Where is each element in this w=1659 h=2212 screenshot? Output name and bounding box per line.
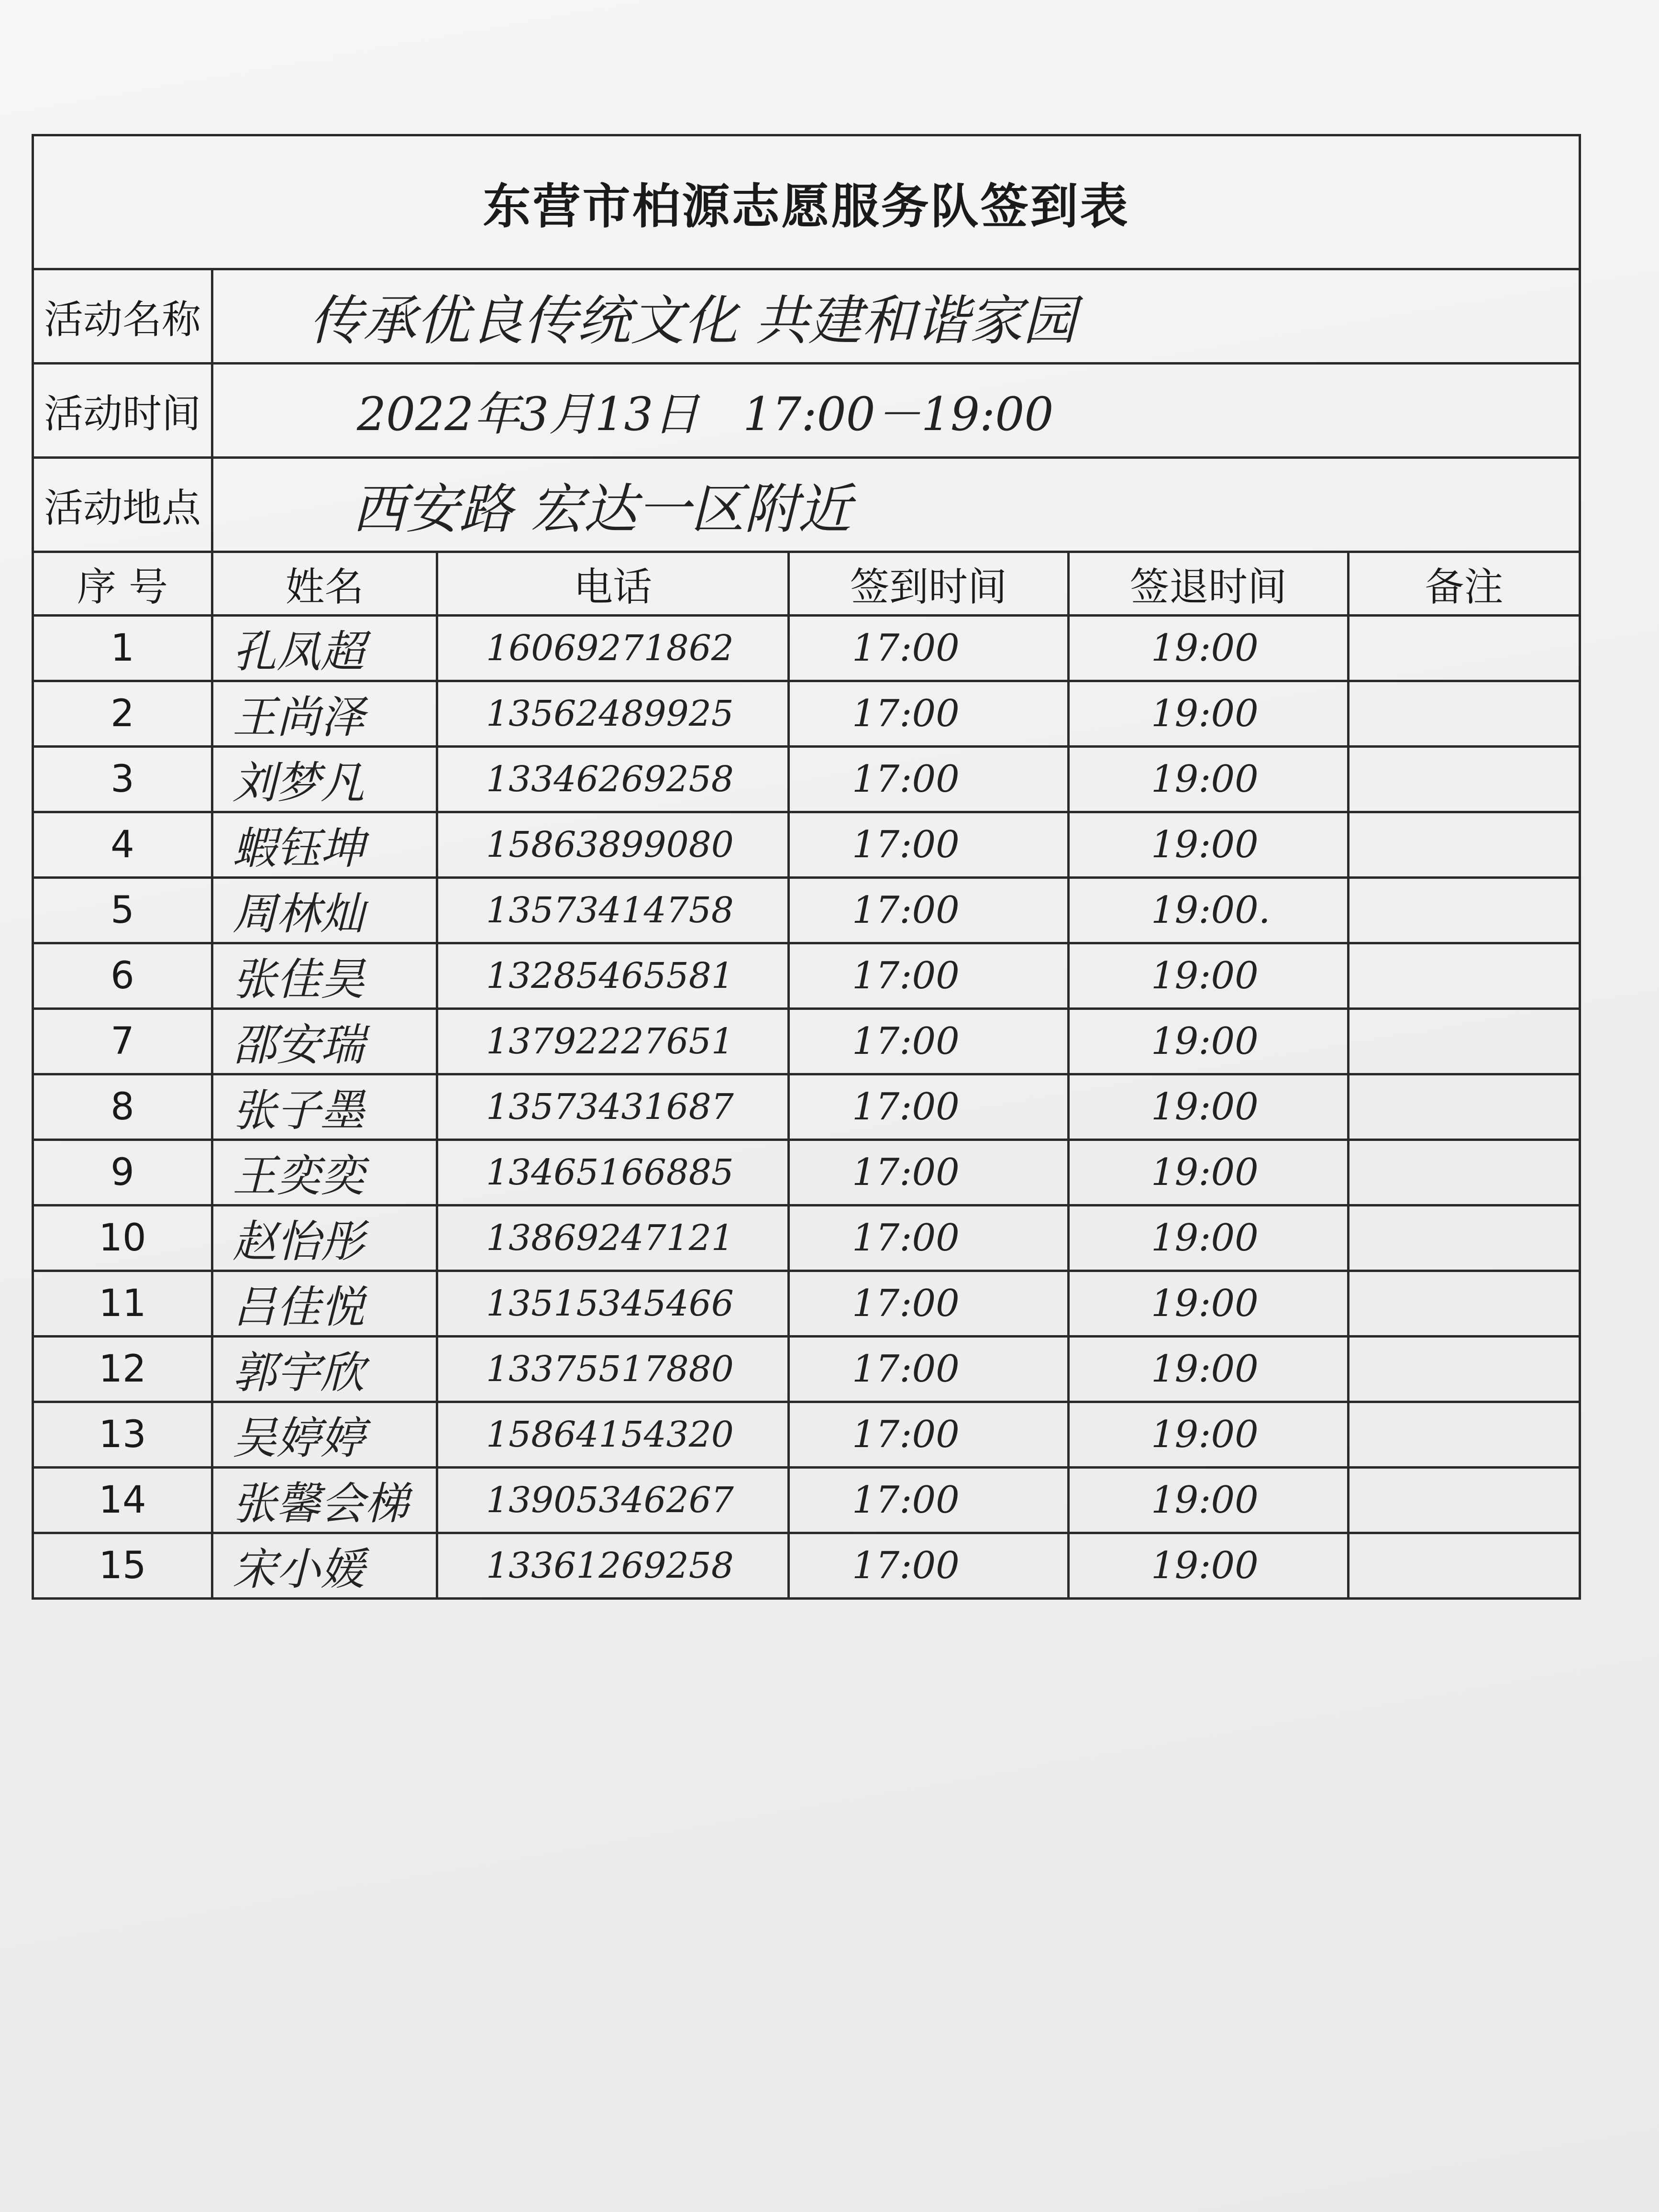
row-seq: 15 <box>33 1533 212 1599</box>
row-sign-out-time: 19:00 <box>1069 1140 1349 1206</box>
activity-time-label: 活动时间 <box>33 364 212 458</box>
activity-name-value <box>212 269 1580 364</box>
row-remark <box>1349 1468 1580 1533</box>
row-seq: 2 <box>33 681 212 747</box>
row-seq: 4 <box>33 812 212 878</box>
table-row <box>33 616 1580 681</box>
row-remark <box>1349 1074 1580 1140</box>
row-phone: 15863899080 <box>437 812 789 878</box>
row-phone: 13562489925 <box>437 681 789 747</box>
row-sign-out-time: 19:00 <box>1069 1009 1349 1074</box>
table-row <box>33 1140 1580 1206</box>
activity-location-value <box>212 458 1580 552</box>
table-row <box>33 1402 1580 1468</box>
header-phone: 电话 <box>437 552 789 616</box>
table-row <box>33 812 1580 878</box>
row-remark <box>1349 1140 1580 1206</box>
row-phone: 16069271862 <box>437 616 789 681</box>
activity-time-value <box>212 364 1580 458</box>
row-phone: 13285465581 <box>437 943 789 1009</box>
row-remark <box>1349 1402 1580 1468</box>
header-seq: 序 号 <box>33 552 212 616</box>
row-sign-out-time: 19:00 <box>1069 747 1349 812</box>
row-sign-in-time: 17:00 <box>789 1337 1069 1402</box>
row-sign-out-time: 19:00 <box>1069 1337 1349 1402</box>
row-seq: 6 <box>33 943 212 1009</box>
table-row <box>33 747 1580 812</box>
row-sign-out-time: 19:00 <box>1069 1468 1349 1533</box>
activity-location-text: 西安路 宏达一区附近 <box>352 478 852 541</box>
header-remark: 备注 <box>1349 552 1580 616</box>
row-seq: 13 <box>33 1402 212 1468</box>
row-seq: 5 <box>33 878 212 943</box>
row-name: 宋小媛 <box>212 1533 437 1599</box>
row-sign-in-time: 17:00 <box>789 943 1069 1009</box>
row-seq: 3 <box>33 747 212 812</box>
row-name: 郭宇欣 <box>212 1337 437 1402</box>
row-remark <box>1349 747 1580 812</box>
row-sign-in-time: 17:00 <box>789 1468 1069 1533</box>
row-name: 吕佳悦 <box>212 1271 437 1337</box>
row-sign-in-time: 17:00 <box>789 1533 1069 1599</box>
row-sign-out-time: 19:00 <box>1069 1074 1349 1140</box>
header-sign-in-time: 签到时间 <box>789 552 1069 616</box>
header-sign-out-time: 签退时间 <box>1069 552 1349 616</box>
table-row <box>33 1009 1580 1074</box>
header-name: 姓名 <box>212 552 437 616</box>
row-remark <box>1349 1206 1580 1271</box>
row-phone: 13361269258 <box>437 1533 789 1599</box>
row-seq: 7 <box>33 1009 212 1074</box>
row-sign-in-time: 17:00 <box>789 878 1069 943</box>
row-sign-in-time: 17:00 <box>789 681 1069 747</box>
row-name: 张子墨 <box>212 1074 437 1140</box>
table-row <box>33 1074 1580 1140</box>
row-sign-in-time: 17:00 <box>789 1271 1069 1337</box>
table-row <box>33 878 1580 943</box>
row-sign-in-time: 17:00 <box>789 747 1069 812</box>
row-name: 张馨会梯 <box>212 1468 437 1533</box>
row-phone: 13465166885 <box>437 1140 789 1206</box>
row-remark <box>1349 616 1580 681</box>
table-row <box>33 943 1580 1009</box>
row-phone: 13869247121 <box>437 1206 789 1271</box>
row-sign-out-time: 19:00 <box>1069 943 1349 1009</box>
activity-name-text: 传承优良传统文化 共建和谐家园 <box>309 289 1076 352</box>
sheet-title: 东营市柏源志愿服务队签到表 <box>33 135 1580 269</box>
row-name: 吴婷婷 <box>212 1402 437 1468</box>
row-sign-in-time: 17:00 <box>789 1402 1069 1468</box>
row-sign-in-time: 17:00 <box>789 1009 1069 1074</box>
row-phone: 13515345466 <box>437 1271 789 1337</box>
activity-location-label: 活动地点 <box>33 458 212 552</box>
row-sign-out-time: 19:00 <box>1069 1402 1349 1468</box>
row-phone: 13905346267 <box>437 1468 789 1533</box>
row-remark <box>1349 943 1580 1009</box>
row-sign-out-time: 19:00 <box>1069 616 1349 681</box>
row-name: 赵怡彤 <box>212 1206 437 1271</box>
row-phone: 15864154320 <box>437 1402 789 1468</box>
row-seq: 1 <box>33 616 212 681</box>
activity-time-text: 2022年3月13日 17:00－19:00 <box>357 387 1054 441</box>
row-sign-in-time: 17:00 <box>789 616 1069 681</box>
row-sign-in-time: 17:00 <box>789 1074 1069 1140</box>
table-row <box>33 1206 1580 1271</box>
row-sign-out-time: 19:00 <box>1069 1206 1349 1271</box>
table-row <box>33 1468 1580 1533</box>
row-sign-in-time: 17:00 <box>789 1206 1069 1271</box>
row-remark <box>1349 681 1580 747</box>
row-phone: 13375517880 <box>437 1337 789 1402</box>
row-name: 孔凤超 <box>212 616 437 681</box>
row-remark <box>1349 1271 1580 1337</box>
row-name: 王尚泽 <box>212 681 437 747</box>
row-phone: 13573414758 <box>437 878 789 943</box>
row-name: 刘梦凡 <box>212 747 437 812</box>
row-sign-in-time: 17:00 <box>789 1140 1069 1206</box>
row-phone: 13792227651 <box>437 1009 789 1074</box>
row-seq: 14 <box>33 1468 212 1533</box>
row-sign-in-time: 17:00 <box>789 812 1069 878</box>
row-sign-out-time: 19:00. <box>1069 878 1349 943</box>
row-name: 蝦钰坤 <box>212 812 437 878</box>
table-row <box>33 681 1580 747</box>
row-sign-out-time: 19:00 <box>1069 1533 1349 1599</box>
row-name: 周林灿 <box>212 878 437 943</box>
activity-name-label: 活动名称 <box>33 269 212 364</box>
row-name: 王奕奕 <box>212 1140 437 1206</box>
row-sign-out-time: 19:00 <box>1069 1271 1349 1337</box>
row-sign-out-time: 19:00 <box>1069 681 1349 747</box>
row-seq: 10 <box>33 1206 212 1271</box>
row-phone: 13346269258 <box>437 747 789 812</box>
row-seq: 8 <box>33 1074 212 1140</box>
sign-in-sheet <box>32 134 1579 1595</box>
row-remark <box>1349 812 1580 878</box>
row-remark <box>1349 1009 1580 1074</box>
row-remark <box>1349 878 1580 943</box>
row-name: 张佳昊 <box>212 943 437 1009</box>
row-seq: 11 <box>33 1271 212 1337</box>
row-seq: 9 <box>33 1140 212 1206</box>
sign-in-table <box>32 134 1581 1600</box>
row-name: 邵安瑞 <box>212 1009 437 1074</box>
row-phone: 13573431687 <box>437 1074 789 1140</box>
row-seq: 12 <box>33 1337 212 1402</box>
table-row <box>33 1533 1580 1599</box>
row-remark <box>1349 1337 1580 1402</box>
table-row <box>33 1271 1580 1337</box>
table-row <box>33 1337 1580 1402</box>
row-remark <box>1349 1533 1580 1599</box>
row-sign-out-time: 19:00 <box>1069 812 1349 878</box>
